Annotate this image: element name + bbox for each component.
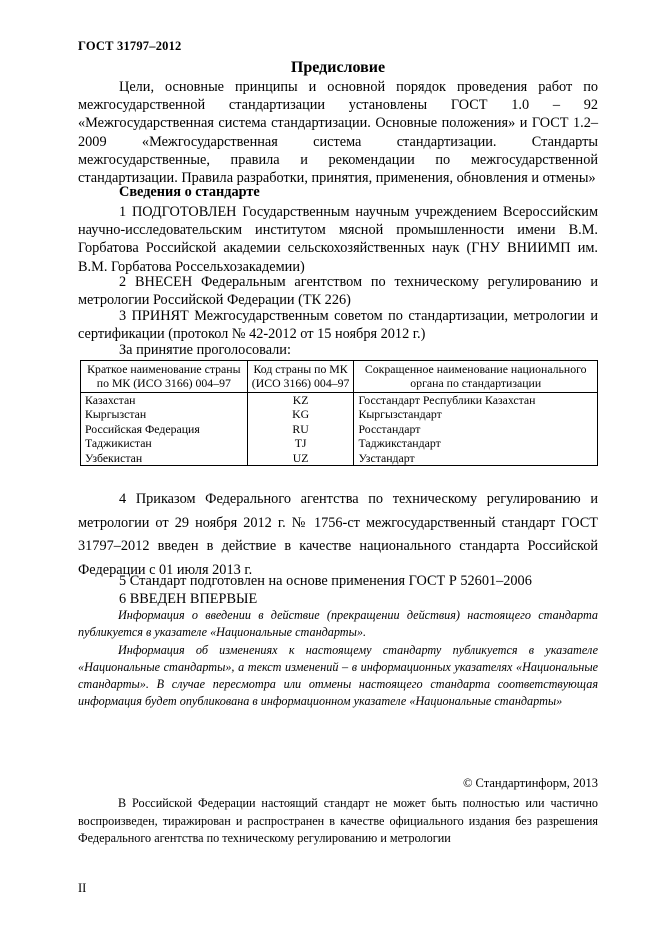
country-cell: Казахстан bbox=[81, 393, 248, 408]
vote-label: За принятие проголосовали: bbox=[119, 342, 291, 358]
country-cell: Таджикистан bbox=[81, 436, 248, 450]
table-header-row bbox=[81, 361, 598, 393]
table-row bbox=[81, 422, 598, 436]
body-cell: Таджикстандарт bbox=[354, 436, 598, 450]
body-cell: Кыргызстандарт bbox=[354, 407, 598, 421]
body-cell: Госстандарт Республики Казахстан bbox=[354, 393, 598, 408]
country-cell: Узбекистан bbox=[81, 451, 248, 466]
table-row bbox=[81, 407, 598, 421]
standard-info-heading: Сведения о стандарте bbox=[119, 184, 260, 200]
table-row bbox=[81, 451, 598, 466]
code-cell: UZ bbox=[247, 451, 354, 466]
page-title: Предисловие bbox=[290, 59, 386, 76]
item-6-first-introduced: 6 ВВЕДЕН ВПЕРВЫЕ bbox=[119, 591, 258, 607]
item-3-adopted: 3 ПРИНЯТ Межгосударственным советом по стандартизации, метрологии и сертификации (протокол № 42-2012 от 15 ноября 2012 г.) bbox=[78, 308, 598, 343]
body-cell: Росстандарт bbox=[354, 422, 598, 436]
code-cell: TJ bbox=[247, 436, 354, 450]
table-row bbox=[81, 393, 598, 408]
voting-table bbox=[80, 360, 598, 466]
header-country-code: Код страны по МК (ИСО 3166) 004–97 bbox=[247, 361, 354, 393]
header-country-name: Краткое наименование страны по МК (ИСО 3166) 004–97 bbox=[81, 361, 248, 393]
body-cell: Узстандарт bbox=[354, 451, 598, 466]
item-2-introduced: 2 ВНЕСЕН Федеральным агентством по техническому регулированию и метрологии Российской Федерации (ТК 226) bbox=[78, 274, 598, 309]
code-cell: KZ bbox=[247, 393, 354, 408]
table-row bbox=[81, 436, 598, 450]
country-cell: Российская Федерация bbox=[81, 422, 248, 436]
code-cell: KG bbox=[247, 407, 354, 421]
code-cell: RU bbox=[247, 422, 354, 436]
legal-notice: В Российской Федерации настоящий стандарт не может быть полностью или частично воспроизведен, тиражирован и распространен в качестве официального издания без разрешения Федерального агентства по техническому регулированию и метрологии bbox=[78, 796, 598, 845]
item-1-prepared: 1 ПОДГОТОВЛЕН Государственным научным учреждением Всероссийским научно-исследовательским институтом мясной промышленности имени В.М. Горбатова Российской академии сельскохозяйственных наук (ГНУ ВНИИМП им. В.М. Горбатова Россельхозакадемии) bbox=[78, 204, 598, 275]
item-5-basis: 5 Стандарт подготовлен на основе применения ГОСТ Р 52601–2006 bbox=[119, 573, 532, 589]
header-national-body: Сокращенное наименование национального органа по стандартизации bbox=[354, 361, 598, 393]
country-cell: Кыргызстан bbox=[81, 407, 248, 421]
page-number: II bbox=[78, 881, 87, 895]
document-code-header: ГОСТ 31797–2012 bbox=[78, 39, 182, 53]
copyright-notice: © Стандартинформ, 2013 bbox=[462, 776, 598, 790]
info-note-changes: Информация об изменениях к настоящему стандарту публикуется в указателе «Национальные стандарты», а текст изменений – в информационных указателях «Национальные стандарты». В случае пересмотра или отмены настоящего стандарта соответствующая информация будет опубликована в информационном указателе «Национальные стандарты» bbox=[78, 643, 598, 708]
info-note-introduction: Информация о введении в действие (прекращении действия) настоящего стандарта публикуется в указателе «Национальные стандарты». bbox=[78, 608, 598, 639]
item-4-order: 4 Приказом Федерального агентства по техническому регулированию и метрологии от 29 ноября 2012 г. № 1756-ст межгосударственный стандарт ГОСТ 31797–2012 введен в действие в качестве национального стандарта Российской Федерации с 01 июля 2013 г. bbox=[78, 491, 598, 578]
intro-paragraph: Цели, основные принципы и основной порядок проведения работ по межгосударственной стандартизации установлены ГОСТ 1.0 – 92 «Межгосударственная система стандартизации. Основные положения» и ГОСТ 1.2–2009 «Межгосударственная система стандартизации. Стандарты межгосударственные, правила и рекомендации по межгосударственной стандартизации. Правила разработки, принятия, применения, обновления и отмены» bbox=[78, 79, 598, 187]
